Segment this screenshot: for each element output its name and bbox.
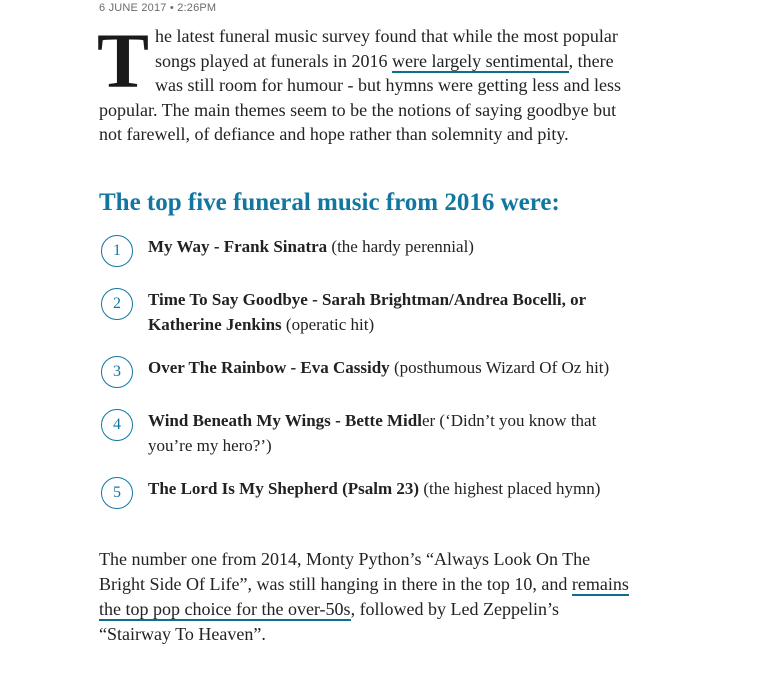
song-note: (the hardy perennial) [327,236,474,256]
number-badge: 5 [101,477,133,509]
song-note: (posthumous Wizard Of Oz hit) [389,358,610,378]
separator: - [286,358,301,378]
number-badge: 1 [101,235,133,267]
over-50s-link[interactable]: remains the top pop choice for the over-50s [99,574,629,620]
artist-name: Sarah Brightman/Andrea Bocelli, or Katherine Jenkins [148,289,586,334]
song-title: Over The Rainbow [148,358,287,378]
closing-text-end: , followed by Led Zeppelin’s “Stairway To Heaven”. [99,599,560,645]
artist-name: Frank Sinatra [223,236,328,256]
article-body [97,17,634,647]
top-five-list [99,235,634,511]
artist-name: Bette Midl [344,411,422,431]
song-title: My Way [148,236,210,256]
separator: - [209,236,224,256]
song-title: Time To Say Goodbye [148,289,308,309]
song-title: The Lord Is My Shepherd (Psalm 23) [148,479,420,499]
article-dateline: 6 JUNE 2017 • 2:26PM [99,2,217,14]
drop-cap: T [97,17,150,104]
sentimental-link[interactable]: were largely sentimental [391,50,569,71]
list-item [99,288,634,337]
number-badge: 2 [101,288,133,320]
number-badge: 4 [101,409,133,441]
number-badge: 3 [101,356,133,388]
song-note: (operatic hit) [281,314,375,334]
closing-paragraph [99,547,634,647]
list-item [99,235,634,269]
song-note: (the highest placed hymn) [419,479,601,499]
lead-text-end: , there was still room for humour - but hymns were getting less and less popular. The main themes seem to be the notions of saying goodbye but not farewell, of defiance and hope rather than solemnity and pity. [99,50,621,145]
artist-name: Eva Cassidy [300,358,390,378]
artist-tail: er [421,411,436,431]
lead-paragraph [97,17,634,147]
lead-text-start: he latest funeral music survey found that while the most popular songs played at funerals in 2016 [155,26,618,71]
song-note: (‘Didn’t you know that you’re my hero?’) [148,411,597,455]
list-heading: The top five funeral music from 2016 were: [99,188,560,216]
separator: - [307,289,322,309]
list-item [99,477,634,511]
list-item [99,409,634,458]
separator: - [330,411,345,431]
song-title: Wind Beneath My Wings [148,411,331,431]
list-item [99,356,634,390]
closing-text-start: The number one from 2014, Monty Python’s “Always Look On The Bright Side Of Life”, was still hanging in there in the top 10, and [99,549,591,595]
